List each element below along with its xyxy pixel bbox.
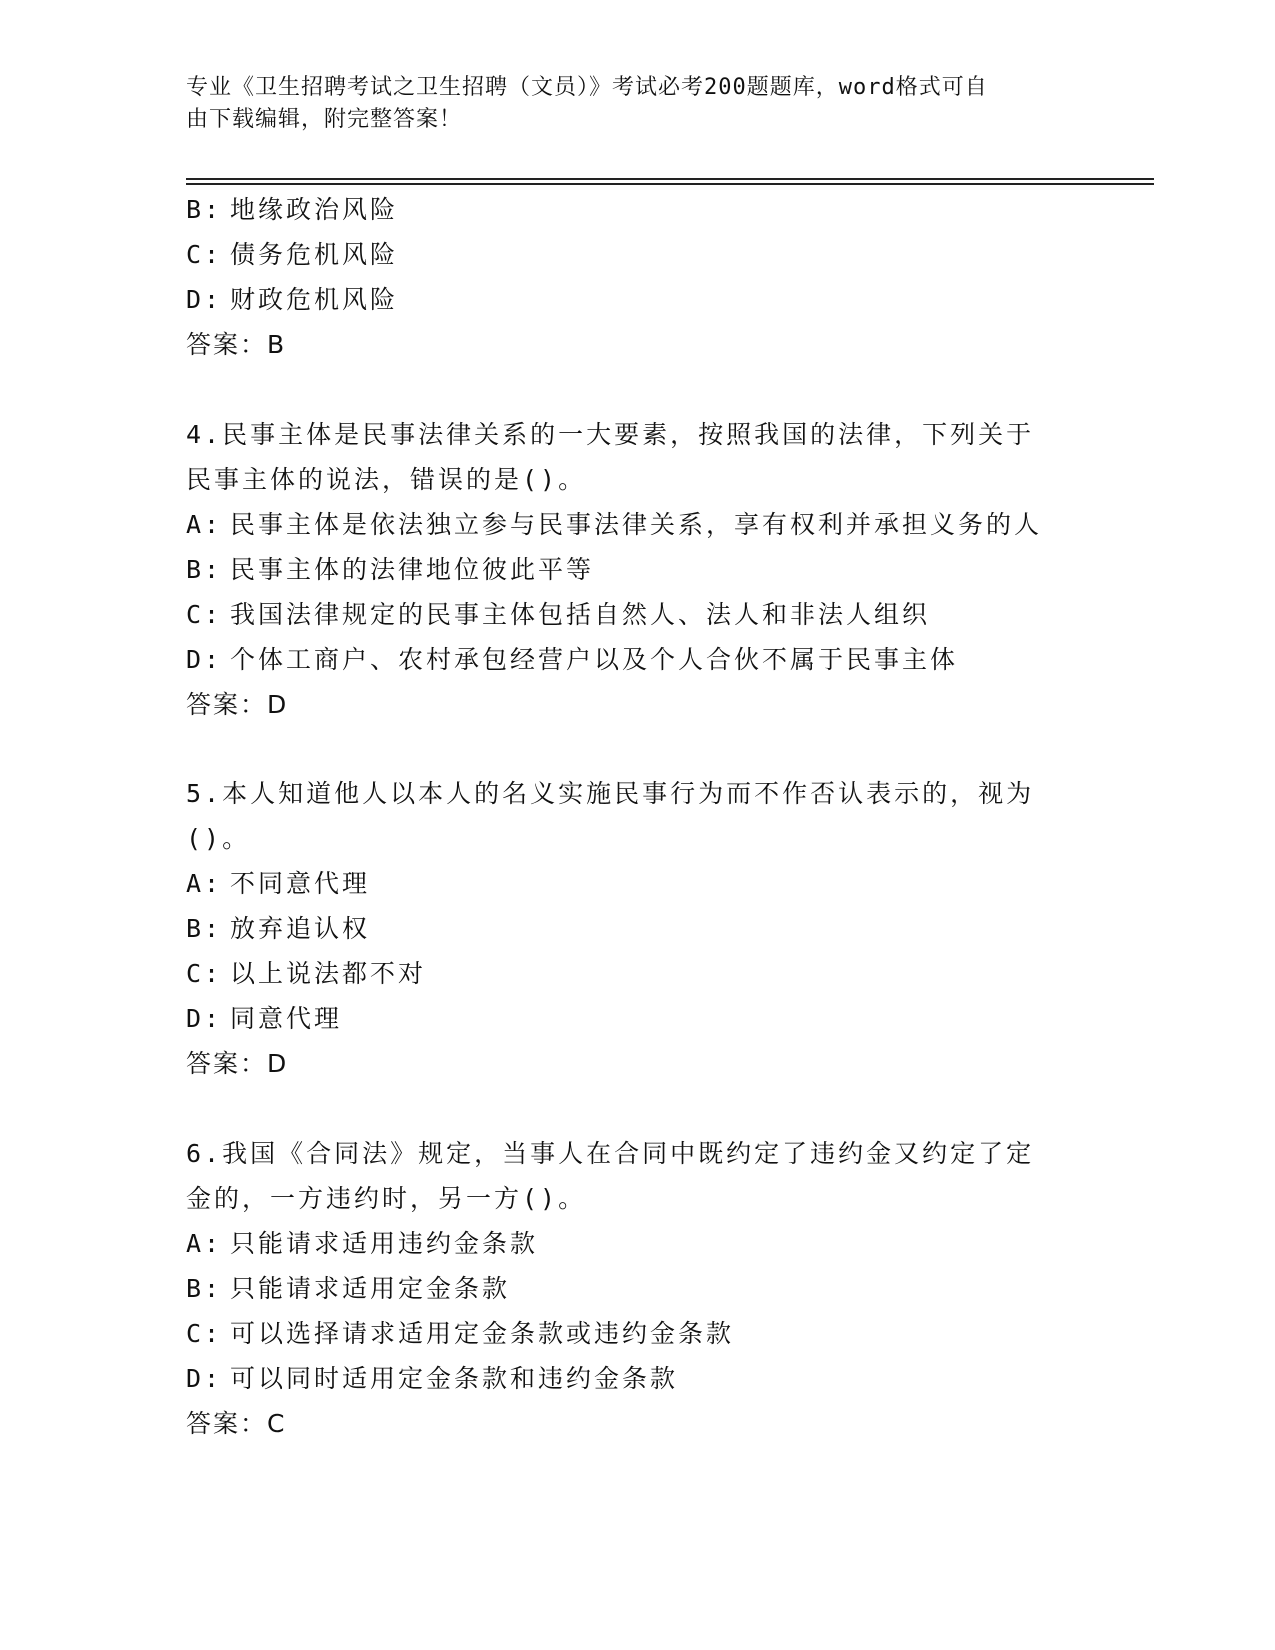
q6-option-c: C: 可以选择请求适用定金条款或违约金条款	[186, 1319, 735, 1348]
q5-option-c: C: 以上说法都不对	[186, 959, 427, 988]
q6-answer: 答案：C	[186, 1409, 287, 1438]
q5-option-d: D: 同意代理	[186, 1004, 343, 1033]
q6-option-d: D: 可以同时适用定金条款和违约金条款	[186, 1364, 679, 1393]
document-header	[186, 72, 1066, 136]
q5-answer: 答案：D	[186, 1049, 289, 1078]
q3-option-c: C: 债务危机风险	[186, 240, 399, 269]
q5-option-a: A: 不同意代理	[186, 869, 371, 898]
header-line-1: 专业《卫生招聘考试之卫生招聘（文员）》考试必考200题题库，word格式可自	[186, 75, 988, 100]
q4-option-c: C: 我国法律规定的民事主体包括自然人、法人和非法人组织	[186, 600, 931, 629]
q6-option-a: A: 只能请求适用违约金条款	[186, 1229, 539, 1258]
q3-option-b: B: 地缘政治风险	[186, 195, 399, 224]
q5-stem-line-1: 5.本人知道他人以本人的名义实施民事行为而不作否认表示的，视为	[186, 779, 1035, 808]
q6-option-b: B: 只能请求适用定金条款	[186, 1274, 511, 1303]
q4-option-a: A: 民事主体是依法独立参与民事法律关系，享有权利并承担义务的人	[186, 510, 1043, 539]
q4-option-d: D: 个体工商户、农村承包经营户以及个人合伙不属于民事主体	[186, 645, 959, 674]
header-divider-top	[186, 178, 1154, 180]
q5-stem-line-2: ()。	[186, 824, 251, 853]
header-line-2: 由下载编辑，附完整答案！	[186, 107, 463, 132]
q4-stem-line-2: 民事主体的说法，错误的是()。	[186, 465, 587, 494]
q4-option-b: B: 民事主体的法律地位彼此平等	[186, 555, 595, 584]
q4-stem-line-1: 4.民事主体是民事法律关系的一大要素，按照我国的法律，下列关于	[186, 420, 1035, 449]
q6-stem-line-1: 6.我国《合同法》规定，当事人在合同中既约定了违约金又约定了定	[186, 1139, 1035, 1168]
q3-option-d: D: 财政危机风险	[186, 285, 399, 314]
q4-answer: 答案：D	[186, 690, 289, 719]
q6-stem-line-2: 金的，一方违约时，另一方()。	[186, 1184, 587, 1213]
header-divider-bottom	[186, 183, 1154, 185]
q3-answer: 答案：B	[186, 330, 287, 359]
q5-option-b: B: 放弃追认权	[186, 914, 371, 943]
